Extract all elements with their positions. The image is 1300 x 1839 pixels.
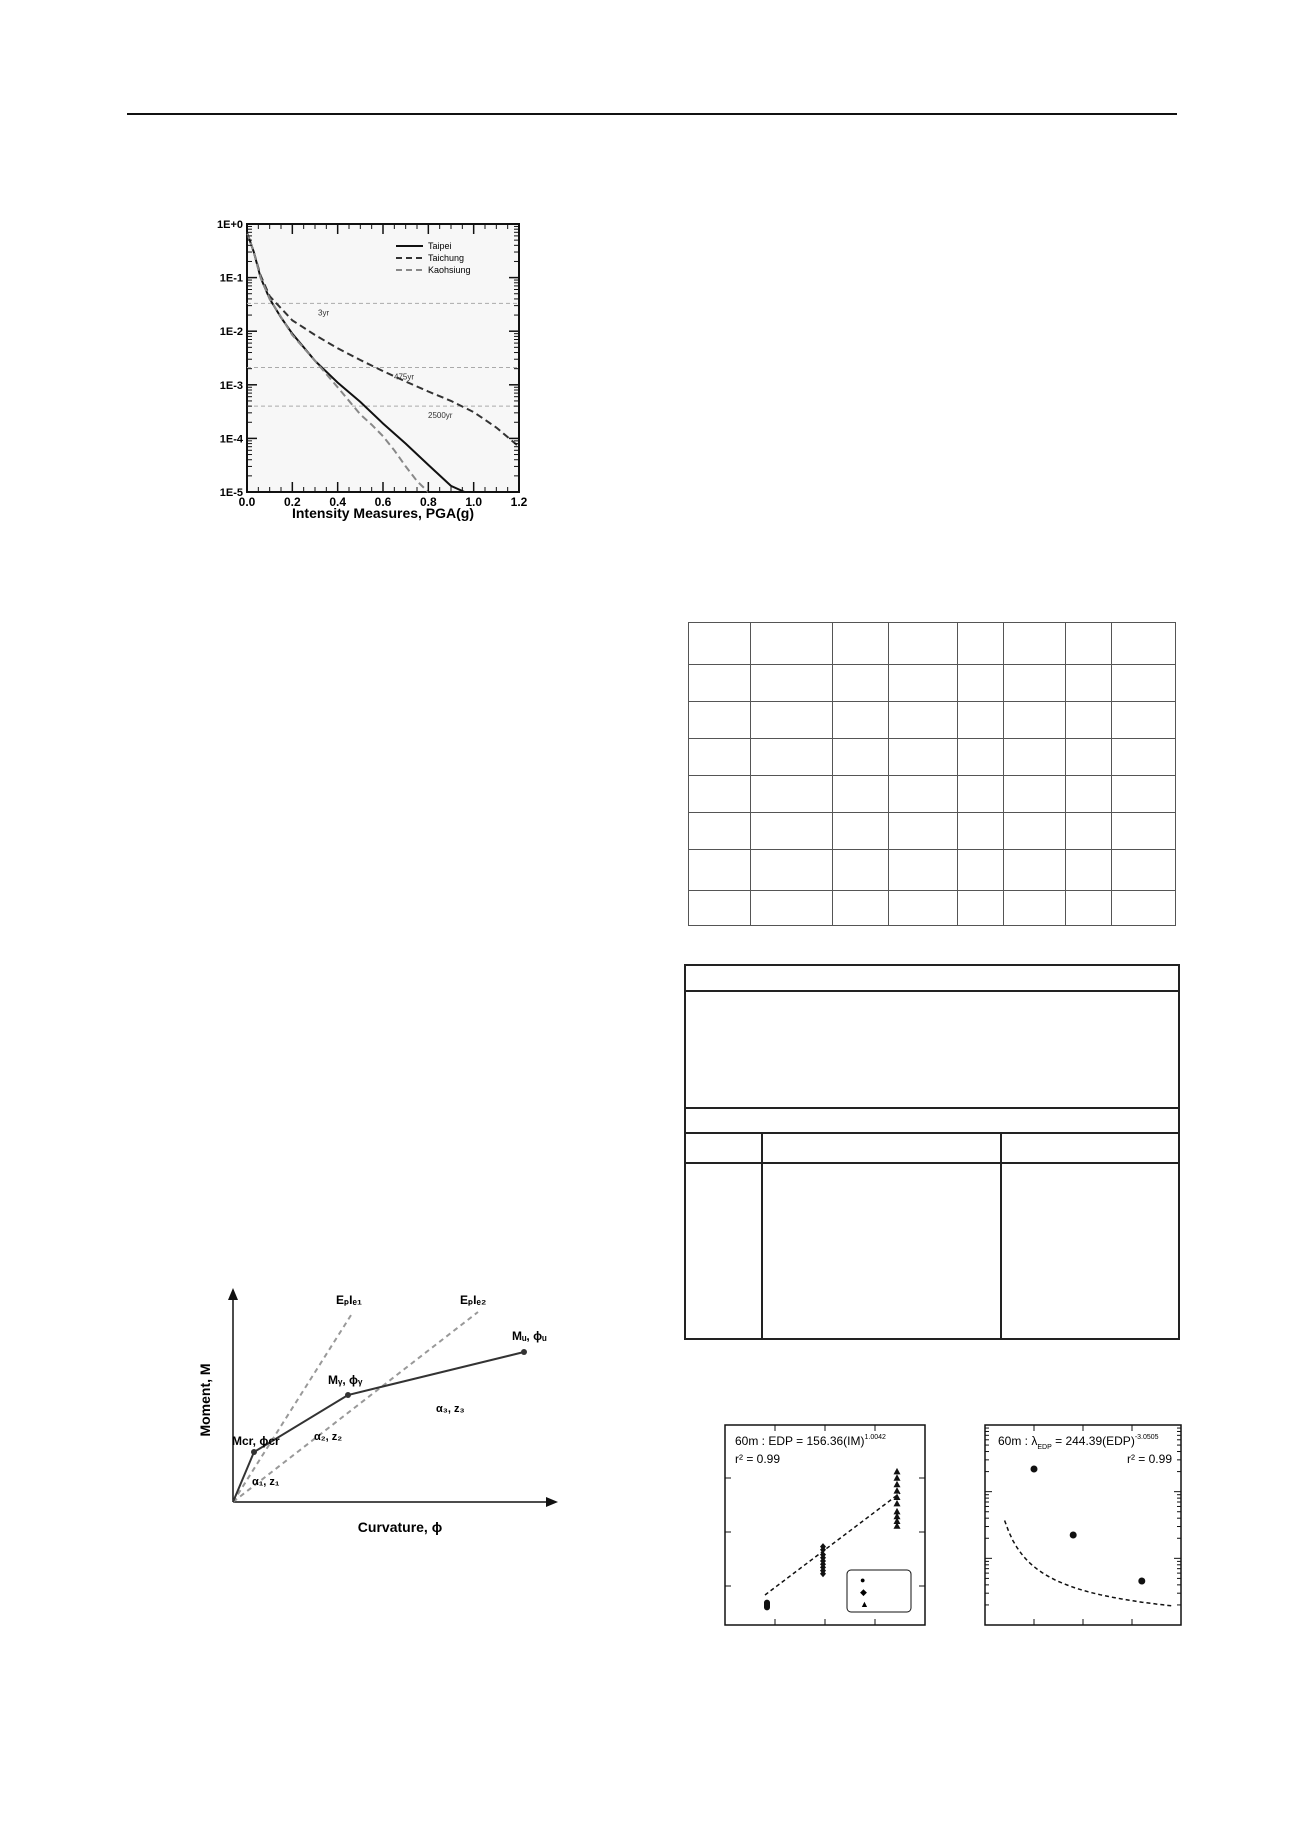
x-tick-label: 0.8 bbox=[419, 495, 437, 509]
label-mu: Mᵤ, ϕᵤ bbox=[512, 1329, 547, 1343]
legend-taichung: Taichung bbox=[428, 253, 465, 263]
regression-point-circle bbox=[764, 1600, 770, 1606]
x-tick-label: 0.6 bbox=[374, 495, 392, 509]
label-a3z3: α₃, z₃ bbox=[436, 1403, 465, 1415]
reference-line-label: 2500yr bbox=[428, 411, 453, 421]
label-a2z2: α₂, z₂ bbox=[314, 1431, 343, 1443]
hazard-x-axis-label: Intensity Measures, PGA(g) bbox=[291, 505, 475, 521]
x-tick-label: 1.2 bbox=[510, 495, 528, 509]
legend-taipei: Taipei bbox=[428, 241, 452, 251]
reference-line-label: 475yr bbox=[394, 372, 415, 382]
hazard-point bbox=[1070, 1532, 1077, 1539]
y-tick-label: 1E-1 bbox=[219, 272, 243, 285]
mc-x-axis-label: Curvature, ϕ bbox=[357, 1519, 443, 1535]
label-ep-ie2: EₚIₑ₂ bbox=[460, 1293, 487, 1307]
label-a1z1: α₁, z₁ bbox=[252, 1476, 280, 1488]
x-tick-label: 0.0 bbox=[238, 495, 256, 509]
y-tick-label: 1E-4 bbox=[219, 433, 243, 446]
table-2 bbox=[684, 964, 1180, 1340]
label-my: Mᵧ, ϕᵧ bbox=[328, 1373, 363, 1387]
edp-im-regression-chart bbox=[720, 1420, 930, 1630]
hazard-r2: r² = 0.99 bbox=[1126, 1452, 1172, 1466]
edp-hazard-chart bbox=[980, 1420, 1186, 1630]
x-tick-label: 0.2 bbox=[283, 495, 301, 509]
ultimate-point bbox=[521, 1349, 527, 1355]
hazard-point bbox=[1031, 1466, 1038, 1473]
label-ep-ie1: EₚIₑ₁ bbox=[336, 1293, 362, 1307]
legend-marker-circle: ● bbox=[860, 1575, 866, 1585]
stiffness-line-1 bbox=[233, 1312, 353, 1502]
y-tick-label: 1E-3 bbox=[219, 379, 243, 392]
legend-marker-triangle: ▲ bbox=[860, 1599, 869, 1609]
cracking-point bbox=[251, 1449, 257, 1455]
reference-line-label: 3yr bbox=[318, 308, 330, 318]
header-rule bbox=[127, 113, 1177, 115]
moment-curvature-chart bbox=[188, 1280, 568, 1540]
y-tick-label: 1E-5 bbox=[219, 487, 243, 499]
legend-kaohsiung: Kaohsiung bbox=[428, 265, 471, 275]
mc-y-axis-label: Moment, M bbox=[197, 1363, 213, 1437]
regression-r2: r² = 0.99 bbox=[735, 1452, 781, 1466]
regression-annotation: 60m : EDP = 156.36(IM)$^{1.0042}$ bbox=[735, 1434, 886, 1448]
y-tick-label: 1E+0 bbox=[217, 219, 243, 231]
x-tick-label: 1.0 bbox=[465, 495, 483, 509]
hazard-annotation: 60m : $\lambda_{EDP} = 244.39(EDP)^{-3.0505}$ bbox=[998, 1434, 1159, 1451]
hazard-curve-chart bbox=[198, 216, 528, 526]
legend-marker-diamond: ◆ bbox=[860, 1587, 867, 1597]
y-tick-label: 1E-2 bbox=[219, 326, 243, 339]
x-tick-label: 0.4 bbox=[329, 495, 347, 509]
label-mcr: Mcr, ϕcr bbox=[232, 1434, 280, 1448]
hazard-point bbox=[1138, 1578, 1145, 1585]
table-1 bbox=[688, 622, 1176, 926]
yield-point bbox=[345, 1392, 351, 1398]
regression-legend bbox=[847, 1570, 911, 1612]
